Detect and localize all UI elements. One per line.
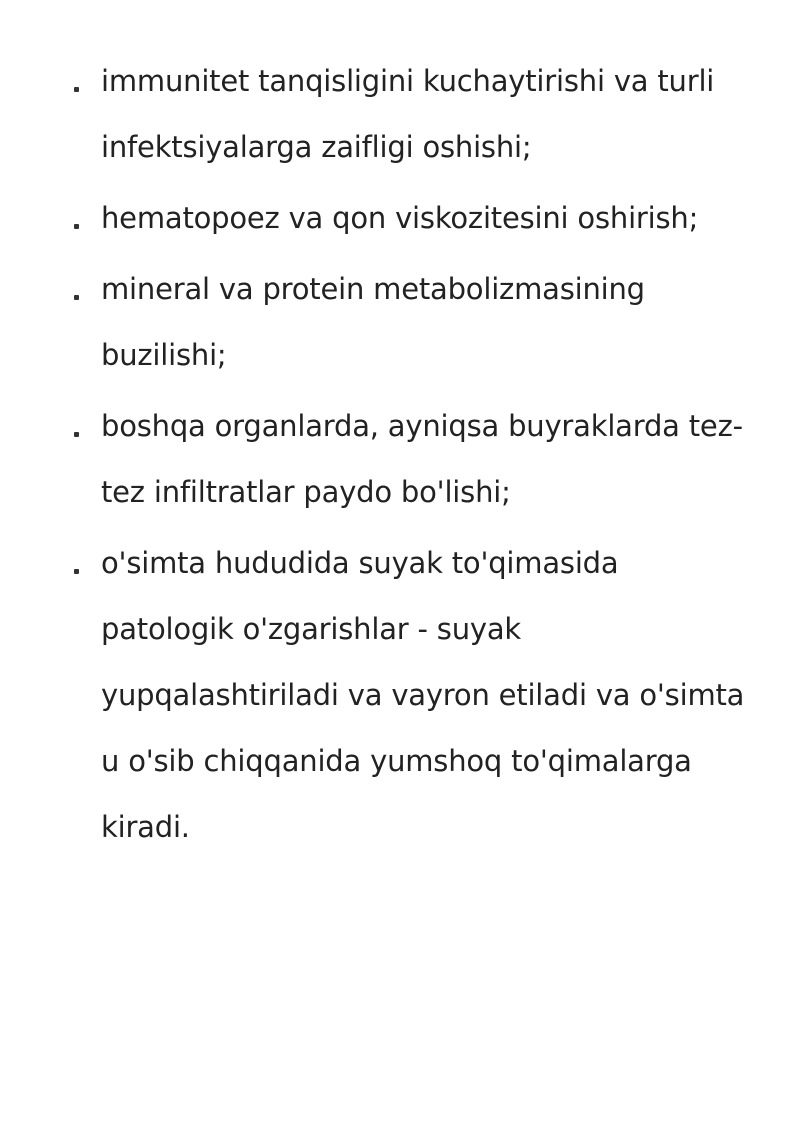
list-item <box>0 530 800 860</box>
bullet-list <box>0 48 800 860</box>
bullet-icon <box>74 224 79 229</box>
bullet-icon <box>74 295 79 300</box>
document-content <box>0 48 800 865</box>
list-item-text: boshqa organlarda, ayniqsa buyraklarda tez-tez infiltratlar paydo bo'lishi; <box>101 409 743 509</box>
list-item-text: hematopoez va qon viskozitesini oshirish; <box>101 201 699 235</box>
list-item <box>0 48 800 180</box>
bullet-icon <box>74 569 79 574</box>
list-item <box>0 185 800 251</box>
bullet-icon <box>74 87 79 92</box>
list-item-text: o'simta hududida suyak to'qimasida patologik o'zgarishlar - suyak yupqalashtiriladi va vayron etiladi va o'simta u o'sib chiqqanida yumshoq to'qimalarga kiradi. <box>101 546 745 844</box>
list-item-text: mineral va protein metabolizmasining buzilishi; <box>101 272 645 372</box>
list-item <box>0 256 800 388</box>
bullet-icon <box>74 432 79 437</box>
list-item-text: immunitet tanqisligini kuchaytirishi va turli infektsiyalarga zaifligi oshishi; <box>101 64 715 164</box>
list-item <box>0 393 800 525</box>
